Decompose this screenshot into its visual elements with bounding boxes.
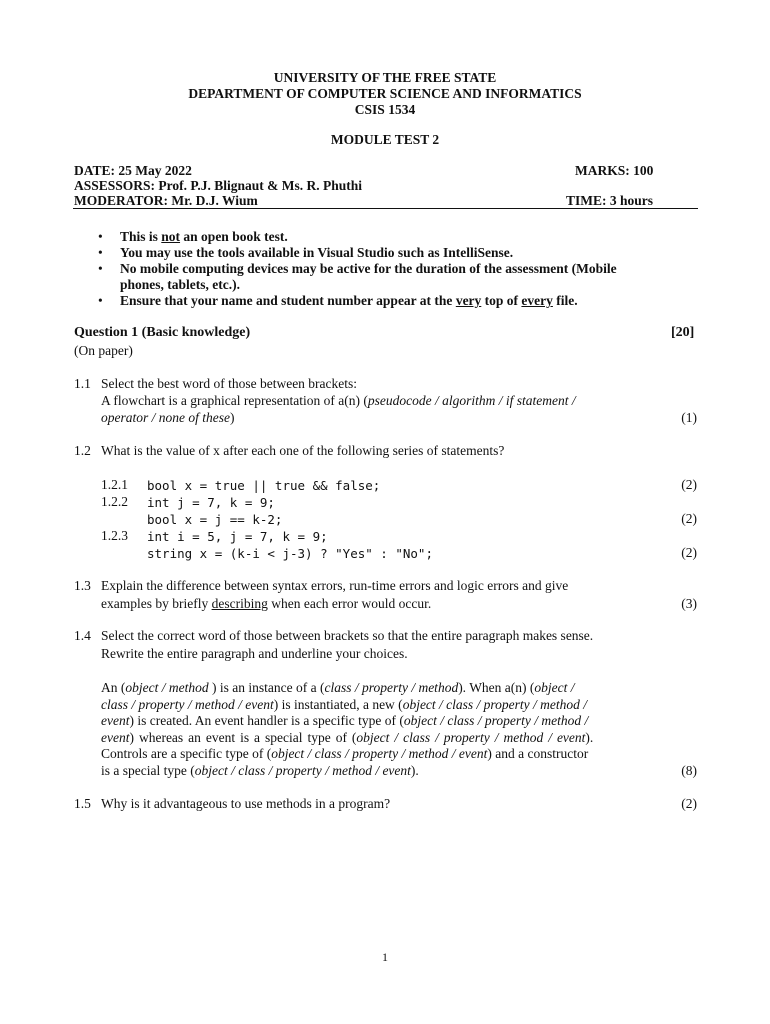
q1-2-code-line: string x = (k-i < j-3) ? "Yes" : "No";	[147, 546, 433, 561]
header-divider	[73, 208, 698, 209]
question-1-title: Question 1 (Basic knowledge)	[74, 325, 251, 340]
q1-4-paragraph-line: event) is created. An event handler is a specific type of (object / class / property / method /	[101, 713, 589, 728]
q1-4-marks: (8)	[681, 763, 697, 778]
rule-item: • This is not an open book test.	[74, 229, 674, 245]
rule-item: • Ensure that your name and student number appear at the very top of every file.	[74, 293, 674, 309]
moderator: MODERATOR: Mr. D.J. Wium	[74, 193, 258, 208]
q1-3-line1: Explain the difference between syntax errors, run-time errors and logic errors and give	[101, 578, 569, 593]
q1-4-paragraph-line: An (object / method ) is an instance of a (class / property / method). When a(n) (object /	[101, 680, 575, 695]
course-code: CSIS 1534	[354, 102, 416, 117]
question-1-subtitle: (On paper)	[74, 343, 133, 358]
exam-time: TIME: 3 hours	[566, 193, 654, 208]
q1-2-item-marks: (2)	[681, 477, 697, 492]
exam-date: DATE: 25 May 2022	[74, 163, 192, 178]
department-name: DEPARTMENT OF COMPUTER SCIENCE AND INFORMATICS	[188, 86, 582, 101]
q1-4-paragraph-line: is a special type (object / class / property / method / event).	[101, 763, 419, 778]
university-name: UNIVERSITY OF THE FREE STATE	[273, 70, 497, 85]
q1-5-number: 1.5	[74, 796, 91, 811]
q1-3-line2: examples by briefly describing when each error would occur.	[101, 596, 432, 611]
q1-1-line2: A flowchart is a graphical representation of a(n) (pseudocode / algorithm / if statement /	[101, 393, 576, 408]
assessors: ASSESSORS: Prof. P.J. Blignaut & Ms. R. Phuthi	[74, 178, 363, 193]
rule-item: • You may use the tools available in Visual Studio such as IntelliSense.	[74, 245, 674, 261]
q1-5-text: Why is it advantageous to use methods in a program?	[101, 796, 391, 811]
q1-2-item-marks: (2)	[681, 511, 697, 526]
q1-4-line1: Select the correct word of those between brackets so that the entire paragraph makes sense.	[101, 628, 594, 643]
exam-rules-list	[74, 229, 674, 309]
q1-2-number: 1.2	[74, 443, 91, 458]
q1-3-marks: (3)	[681, 596, 697, 611]
q1-2-item-marks: (2)	[681, 545, 697, 560]
q1-4-paragraph-line: event) whereas an event is a special type of (object / class / property / method / event).	[101, 730, 594, 745]
q1-1-line3: operator / none of these)	[101, 410, 235, 425]
q1-1-marks: (1)	[681, 410, 697, 425]
q1-2-item-number: 1.2.3	[101, 528, 128, 543]
q1-4-number: 1.4	[74, 628, 91, 643]
question-1-marks: [20]	[671, 325, 695, 340]
q1-1-number: 1.1	[74, 376, 91, 391]
q1-1-line1: Select the best word of those between brackets:	[101, 376, 358, 391]
page-number: 1	[382, 950, 388, 964]
q1-4-line2: Rewrite the entire paragraph and underline your choices.	[101, 646, 408, 661]
q1-5-marks: (2)	[681, 796, 697, 811]
q1-2-item-number: 1.2.2	[101, 494, 128, 509]
q1-4-paragraph-line: Controls are a specific type of (object / class / property / method / event) and a constructor	[101, 746, 589, 761]
test-title: MODULE TEST 2	[330, 132, 440, 147]
q1-4-paragraph-line: class / property / method / event) is instantiated, a new (object / class / property / method /	[101, 697, 588, 712]
q1-2-code-line: bool x = j == k-2;	[147, 512, 283, 527]
q1-2-code-line: int i = 5, j = 7, k = 9;	[147, 529, 328, 544]
q1-2-text: What is the value of x after each one of the following series of statements?	[101, 443, 505, 458]
q1-3-number: 1.3	[74, 578, 91, 593]
q1-2-code-line: bool x = true || true && false;	[147, 478, 381, 493]
exam-marks: MARKS: 100	[575, 163, 654, 178]
rule-item: • No mobile computing devices may be active for the duration of the assessment (Mobile phones, tablets, etc.).	[74, 261, 660, 293]
q1-2-code-line: int j = 7, k = 9;	[147, 495, 275, 510]
q1-2-item-number: 1.2.1	[101, 477, 128, 492]
